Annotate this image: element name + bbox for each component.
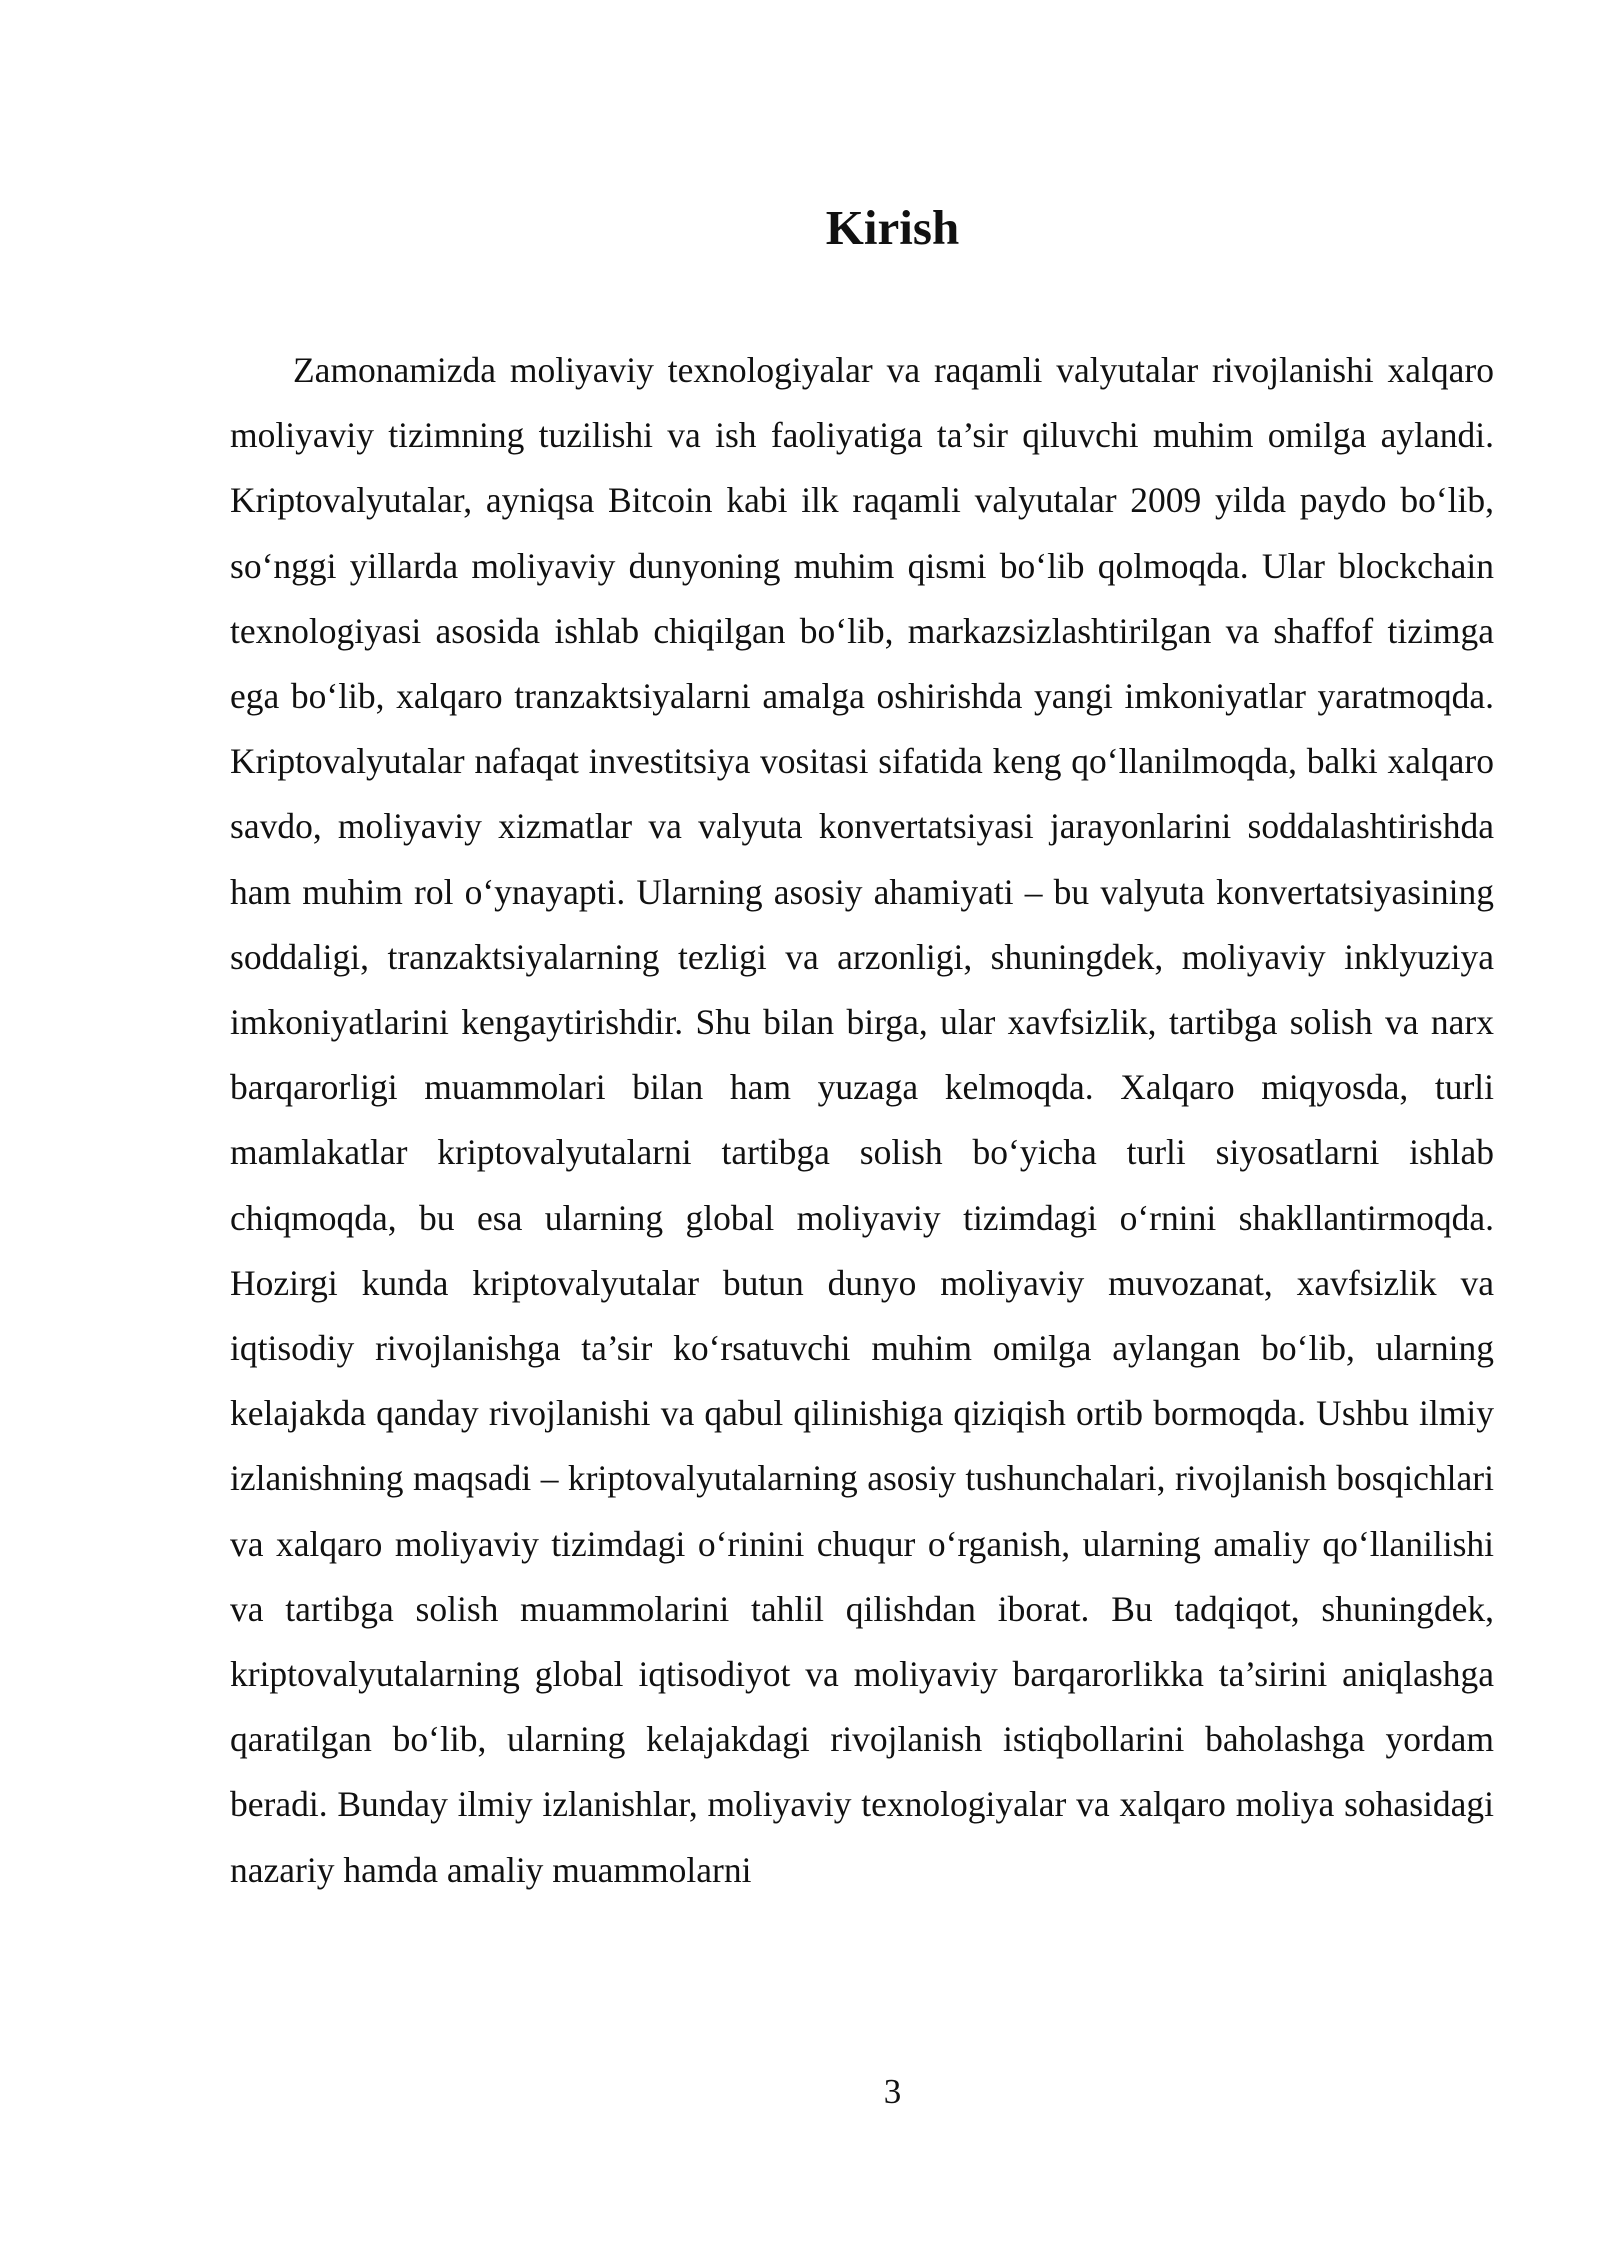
- page-title: Kirish: [825, 200, 960, 255]
- body-paragraph: Zamonamizda moliyaviy texnologiyalar va raqamli valyutalar rivojlanishi xalqaro moliyaviy tizimning tuzilishi va ish faoliyatiga ta’sir qiluvchi muhim omilga aylandi. Kriptovalyutalar, ayniqsa Bitcoin kabi ilk raqamli valyutalar 2009 yilda paydo bo‘lib, so‘nggi yillarda moliyaviy dunyoning muhim qismi bo‘lib qolmoqda. Ular blockchain texnologiyasi asosida ishlab chiqilgan bo‘lib, markazsizlashtirilgan va shaffof tizimga ega bo‘lib, xalqaro tranzaktsiyalarni amalga oshirishda yangi imkoniyatlar yaratmoqda. Kriptovalyutalar nafaqat investitsiya vositasi sifatida keng qo‘llanilmoqda, balki xalqaro savdo, moliyaviy xizmatlar va valyuta konvertatsiyasi jarayonlarini soddalashtirishda ham muhim rol o‘ynayapti. Ularning asosiy ahamiyati – bu valyuta konvertatsiyasining soddaligi, tranzaktsiyalarning tezligi va arzonligi, shuningdek, moliyaviy inklyuziya imkoniyatlarini kengaytirishdir. Shu bilan birga, ular xavfsizlik, tartibga solish va narx barqarorligi muammolari bilan ham yuzaga kelmoqda. Xalqaro miqyosda, turli mamlakatlar kriptovalyutalarni tartibga solish bo‘yicha turli siyosatlarni ishlab chiqmoqda, bu esa ularning global moliyaviy tizimdagi o‘rnini shakllantirmoqda. Hozirgi kunda kriptovalyutalar butun dunyo moliyaviy muvozanat, xavfsizlik va iqtisodiy rivojlanishga ta’sir ko‘rsatuvchi muhim omilga aylangan bo‘lib, ularning kelajakda qanday rivojlanishi va qabul qilinishiga qiziqish ortib bormoqda. Ushbu ilmiy izlanishning maqsadi – kriptovalyutalarning asosiy tushunchalari, rivojlanish bosqichlari va xalqaro moliyaviy tizimdagi o‘rinini chuqur o‘rganish, ularning amaliy qo‘llanilishi va tartibga solish muammolarini tahlil qilishdan iborat. Bu tadqiqot, shuningdek, kriptovalyutalarning global iqtisodiyot va moliyaviy barqarorlikka ta’sirini aniqlashga qaratilgan bo‘lib, ularning kelajakdagi rivojlanish istiqbollarini baholashga yordam beradi. Bunday ilmiy izlanishlar, moliyaviy texnologiyalar va xalqaro moliya sohasidagi nazariy hamda amaliy muammolarni: [230, 350, 1494, 1890]
- page-number: 3: [883, 2072, 902, 2111]
